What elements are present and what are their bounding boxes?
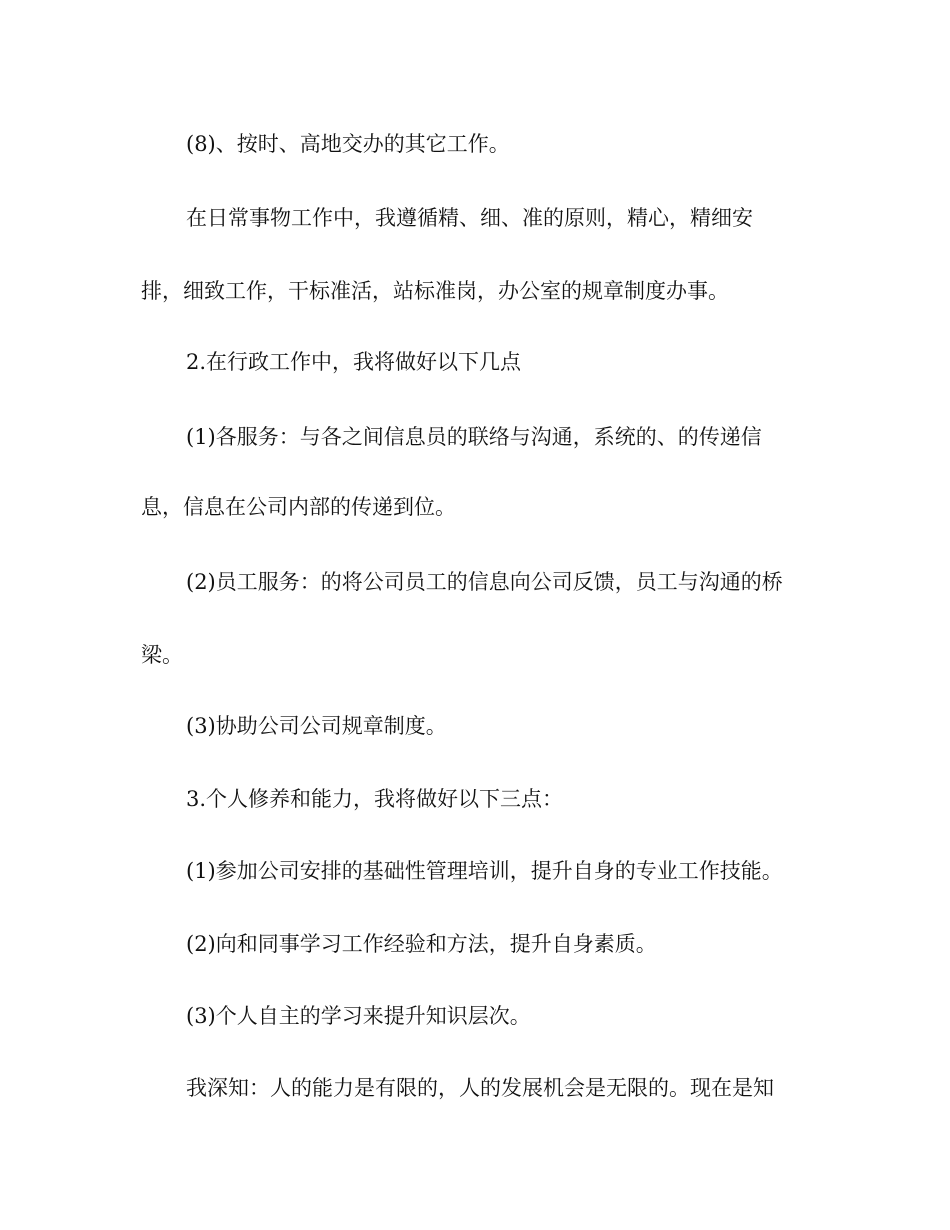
text-line-11: (1)参加公司安排的基础性管理培训，提升自身的专业工作技能。 bbox=[186, 859, 783, 883]
text-line-2: 在日常事物工作中，我遵循精、细、准的原则，精心，精细安 bbox=[186, 206, 753, 230]
text-line-3: 排，细致工作，干标准活，站标准岗，办公室的规章制度办事。 bbox=[141, 279, 729, 303]
text-line-9: (3)协助公司公司规章制度。 bbox=[186, 714, 447, 738]
text-line-4: 2.在行政工作中，我将做好以下几点 bbox=[186, 350, 522, 374]
text-line-13: (3)个人自主的学习来提升知识层次。 bbox=[186, 1004, 531, 1028]
text-line-6: 息，信息在公司内部的传递到位。 bbox=[141, 495, 456, 519]
text-line-8: 梁。 bbox=[141, 643, 183, 667]
text-line-5: (1)各服务：与各之间信息员的联络与沟通，系统的、的传递信 bbox=[186, 425, 762, 449]
text-line-10: 3.个人修养和能力，我将做好以下三点： bbox=[186, 787, 564, 811]
text-line-1: (8)、按时、高地交办的其它工作。 bbox=[186, 132, 510, 156]
text-line-7: (2)员工服务：的将公司员工的信息向公司反馈，员工与沟通的桥 bbox=[186, 570, 783, 594]
text-line-14: 我深知：人的能力是有限的，人的发展机会是无限的。现在是知 bbox=[186, 1076, 774, 1100]
text-line-12: (2)向和同事学习工作经验和方法，提升自身素质。 bbox=[186, 932, 657, 956]
